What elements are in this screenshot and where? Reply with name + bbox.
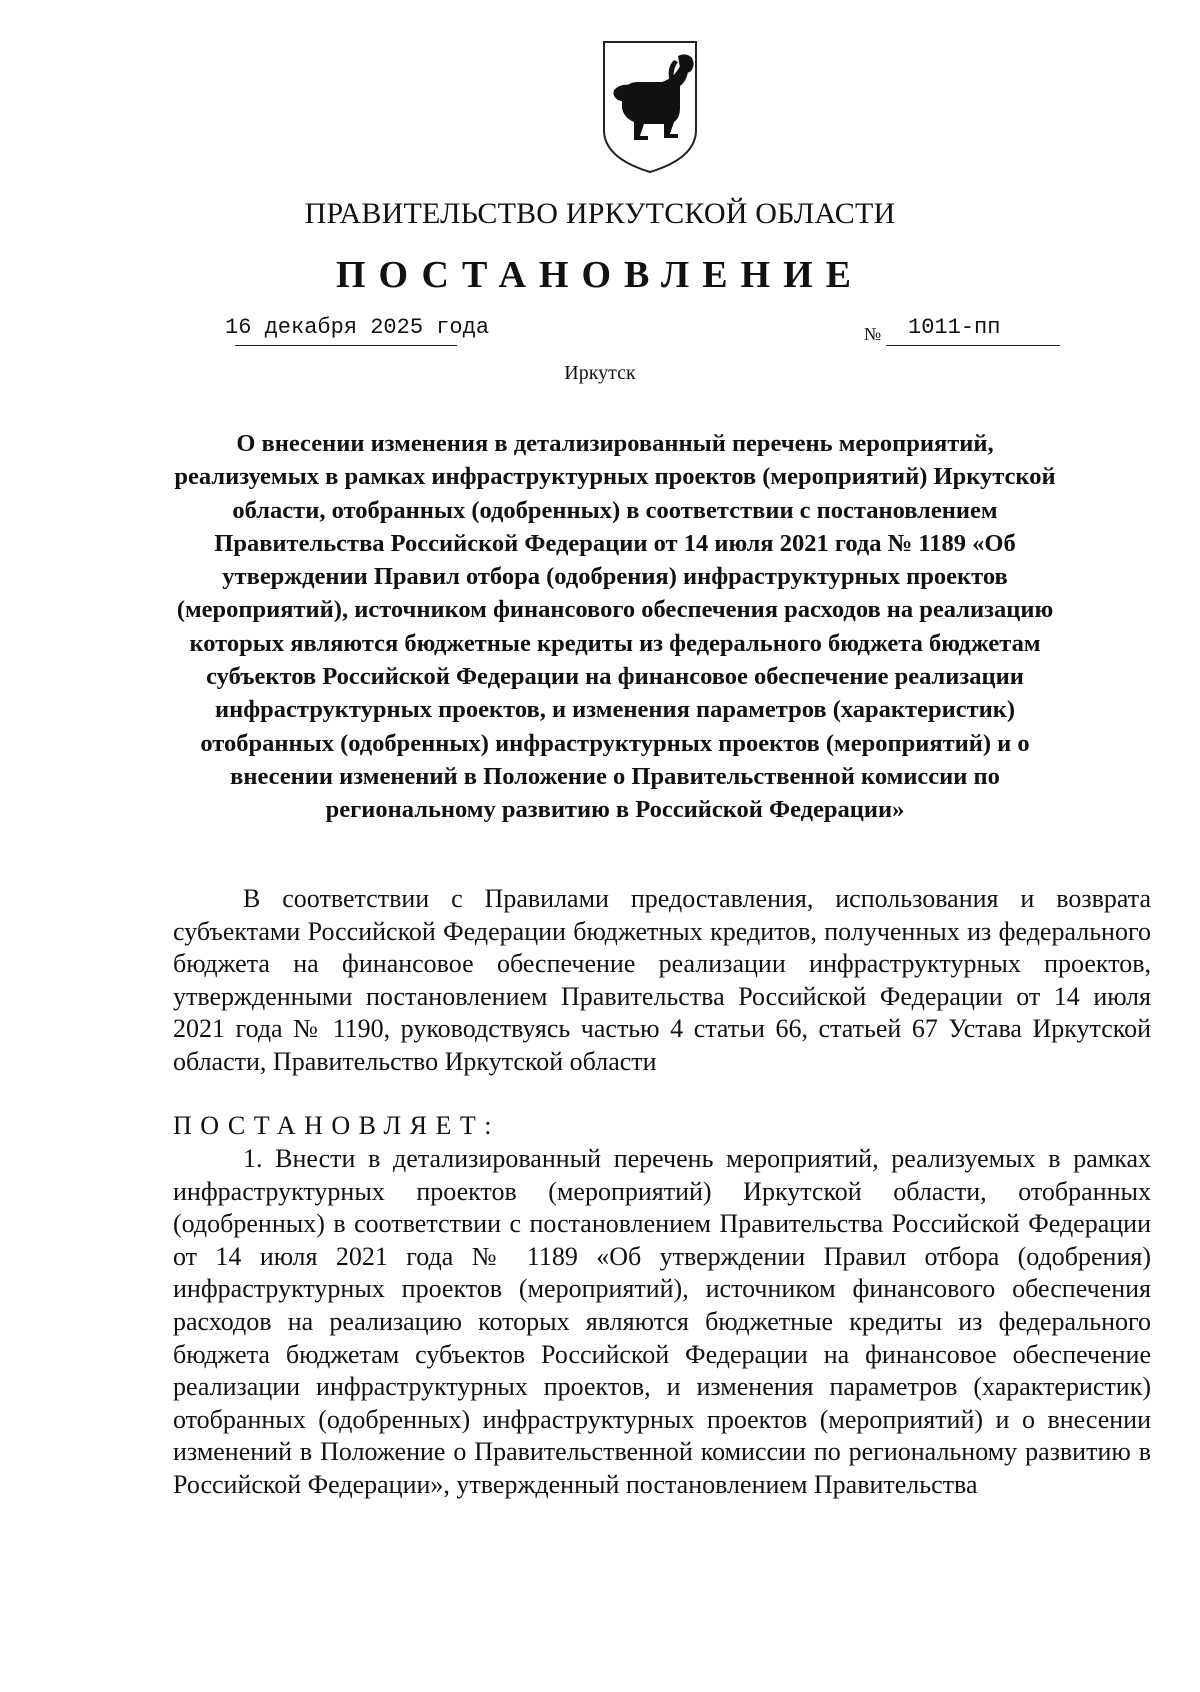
decree-word: ПОСТАНОВЛЯЕТ: [173, 1111, 500, 1140]
preamble-paragraph: В соответствии с Правилами предоставления, использования и возврата субъектами Российской Федерации бюджетных кредитов, полученных из федерального бюджета на финансовое обеспечение реализации инфраструктурных проектов, утвержденными постановлением Правительства Российской Федерации от 14 июля 2021 года № 1190, руководствуясь частью 4 статьи 66, статьей 67 Устава Иркутской области, Правительство Иркутской области [173, 884, 1151, 1076]
coat-of-arms-icon [600, 38, 700, 178]
document-date: 16 декабря 2025 года [225, 315, 490, 340]
document-type-heading: ПОСТАНОВЛЕНИЕ [335, 254, 865, 296]
date-underline [235, 345, 457, 346]
organization-name: ПРАВИТЕЛЬСТВО ИРКУТСКОЙ ОБЛАСТИ [304, 197, 896, 230]
item-1-paragraph: 1. Внести в детализированный перечень мероприятий, реализуемых в рамках инфраструктурных проектов (мероприятий) Иркутской области, отобранных (одобренных) в соответствии с постановлением Правительства Российской Федерации от 14 июля 2021 года № 1189 «Об утверждении Правил отбора (одобрения) инфраструктурных проектов (мероприятий), источником финансового обеспечения расходов на реализацию которых являются бюджетные кредиты из федерального бюджета бюджетам субъектов Российской Федерации на финансовое обеспечение реализации инфраструктурных проектов, и изменения параметров (характеристик) отобранных (одобренных) инфраструктурных проектов (мероприятий) и о внесении изменений в Положение о Правительственной комиссии по региональному развитию в Российской Федерации», утвержденный постановлением Правительства [173, 1144, 1151, 1499]
document-number: 1011-пп [908, 315, 1001, 340]
document-city: Иркутск [564, 362, 636, 384]
number-underline [886, 345, 1060, 346]
document-title: О внесении изменения в детализированный перечень мероприятий, реализуемых в рамках инфраструктурных проектов (мероприятий) Иркутской области, отобранных (одобренных) в соответствии с постановлением Правительства Российской Федерации от 14 июля 2021 года № 1189 «Об утверждении Правил отбора (одобрения) инфраструктурных проектов (мероприятий), источником финансового обеспечения расходов на реализацию которых являются бюджетные кредиты из федерального бюджета бюджетам субъектов Российской Федерации на финансовое обеспечение реализации инфраструктурных проектов, и изменения параметров (характеристик) отобранных (одобренных) инфраструктурных проектов (мероприятий) и о внесении изменений в Положение о Правительственной комиссии по региональному развитию в Российской Федерации» [174, 430, 1056, 824]
number-sign: № [864, 324, 882, 344]
